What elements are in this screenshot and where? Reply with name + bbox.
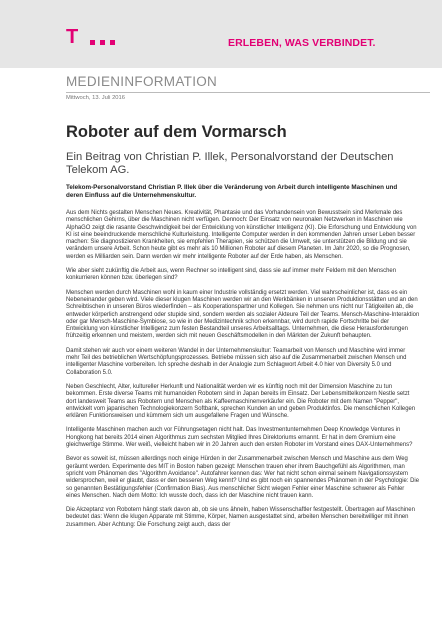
- telekom-t-glyph: T: [66, 26, 79, 48]
- brand-header-band: [0, 0, 442, 68]
- paragraph: Aus dem Nichts gestalten Menschen Neues. Kreativität, Phantasie und das Vorhandensein von Bewusstsein sind Merkmale des menschlichen Gehirns, über die Maschinen nicht verfügen. Dennoch: Der Einsatz von neuronalen Netzwerken in Maschinen wie AlphaGO zeigt die rasante Geschwindigkeit bei der Entwicklung von künstlicher Intelligenz (KI). Die Erforschung und Entwicklung von KI ist eine beeindruckende menschliche Kulturleistung. Intelligente Computer werden in den kommenden Jahren unser Leben besser machen: Sie diagnostizieren Krankheiten, sie empfehlen Therapien, sie schützen die Umwelt, sie unterstützen die Bildung und sie verändern unsere Arbeit. Schon heute gibt es mehr als 10 Millionen Roboter auf diesem Planeten. Im Jahr 2020, so die Prognosen, werden es Milliarden sein. Dann werden wir mehr intelligente Roboter auf der Erde haben, als Menschen.: [66, 210, 417, 260]
- publication-date: Mittwoch, 13. Juli 2016: [66, 95, 125, 101]
- divider: [66, 92, 430, 93]
- logo-dot-1: [90, 40, 95, 45]
- brand-tagline: ERLEBEN, WAS VERBINDET.: [228, 37, 376, 49]
- paragraph: Neben Geschlecht, Alter, kultureller Herkunft und Nationalität werden wir es künftig noch mit der Dimension Maschine zu tun bekommen. Erste diverse Teams mit humanoiden Robotern sind in Japan bereits im Einsatz. Der Lebensmittelkonzern Nestle setzt dort landesweit Teams aus Robotern und Menschen als Kaffeemaschinenverkäufer ein. Die Roboter mit dem Namen "Pepper", entwickelt vom japanischen Technologiekonzern Softbank, sprechen Kunden an und geben Produktinfos. Die menschlichen Kollegen erklären Funktionsweisen und kümmern sich um ausgefallene Fragen und Wünsche.: [66, 383, 416, 420]
- paragraph: Bevor es soweit ist, müssen allerdings noch einige Hürden in der Zusammenarbeit zwischen Mensch und Maschine aus dem Weg geräumt werden. Experimente des MIT in Boston haben gezeigt: Menschen trauen eher ihrem Bauchgefühl als Algorithmen, man spricht vom Phänomen des "Algorithm Avoidance". Autofahrer kennen das: Wer hat nicht schon einmal seinem Navigationssystem widersprochen, weil er glaubt, dass er den besseren Weg kennt? Und es gibt noch ein spannendes Phänomen in der Psychologie: Die so genannten Bestätigungsfehler (Confirmation Bias). Aus menschlicher Sicht wiegen Fehler einer Maschine schwerer als Fehler eines Menschen. Nach dem Motto: Ich wusste doch, dass ich der Maschine nicht trauen kann.: [66, 456, 420, 499]
- paragraph: Damit stehen wir auch vor einem weiteren Wandel in der Unternehmenskultur: Teamarbeit von Mensch und Maschine wird immer mehr Teil des betrieblichen Wertschöpfungsprozesses. Betriebe müssen sich also auf die Zusammenarbeit zwischen Mensch und intelligenter Maschine vorbereiten. Ich spreche deshalb in der Analogie zum Schlagwort Arbeit 4.0 hier von Diversity 5.0 und Collaboration 5.0.: [66, 347, 407, 376]
- article-subtitle: Ein Beitrag von Christian P. Illek, Personalvorstand der Deutschen Telekom AG.: [66, 151, 394, 176]
- article-body: [66, 210, 420, 536]
- article-lead: Telekom-Personalvorstand Christian P. Illek über die Veränderung von Arbeit durch intelligente Maschinen und deren Einfluss auf die Unternehmenskultur.: [66, 184, 398, 199]
- paragraph: Intelligente Maschinen machen auch vor Führungsetagen nicht halt. Das Investmentunternehmen Deep Knowledge Ventures in Hongkong hat bereits 2014 einen Algorithmus zum sechsten Mitglied Ihres Direktoriums ernannt. Er hat in dem Gremium eine gleichwertige Stimme. Wer weiß, vielleicht haben wir in 20 Jahren auch den ersten Roboter im Vorstand eines DAX-Unternehmens?: [66, 427, 413, 449]
- article-title: Roboter auf dem Vormarsch: [66, 123, 287, 141]
- logo-dot-3: [110, 40, 115, 45]
- telekom-logo: [62, 26, 115, 48]
- paragraph: Die Akzeptanz von Robotern hängt stark davon ab, ob sie uns ähneln, haben Wissenschaftler festgestellt. Übertragen auf Maschinen bedeutet das: Wenn die klugen Apparate mit Stimme, Körper, Namen ausgestattet sind, arbeiten Menschen bereitwilliger mit ihnen zusammen. Aber Achtung: Die Forschung zeigt auch, dass der: [66, 507, 415, 528]
- logo-dot-2: [100, 40, 105, 45]
- paragraph: Menschen werden durch Maschinen wohl in kaum einer Industrie vollständig ersetzt werden. Viel wahrscheinlicher ist, dass es ein Nebeneinander geben wird. Viele dieser klugen Maschinen werden wir an den Werkbänken in unseren Produktionsstätten und an den Schreibtischen in unseren Büros wiederfinden – als Kooperationspartner und Kollegen. Sie nehmen uns nicht nur Tätigkeiten ab, die entweder körperlich anstrengend oder stupide sind, sondern werden als sozialer Akteure Teil der Teams. Mensch-Maschine-Interaktion oder gar Mensch-Maschine-Symbiose, so wie in der Medizintechnik schon erkennbar, wird durch rapide Fortschritte bei der Entwicklung von künstlicher Intelligenz zum festen Bestandteil unseres Arbeitsalltags. Unternehmen, die diese Herausforderungen frühzeitig erkennen und meistern, werden sich mit neuen Geschäftsmodellen in den Märkten der Zukunft behaupten.: [66, 289, 420, 340]
- section-title: MEDIENINFORMATION: [66, 74, 218, 89]
- paragraph: Wie aber sieht zukünftig die Arbeit aus, wenn Rechner so intelligent sind, dass sie auf immer mehr Feldern mit den Menschen konkurrieren können bzw. überlegen sind?: [66, 268, 397, 282]
